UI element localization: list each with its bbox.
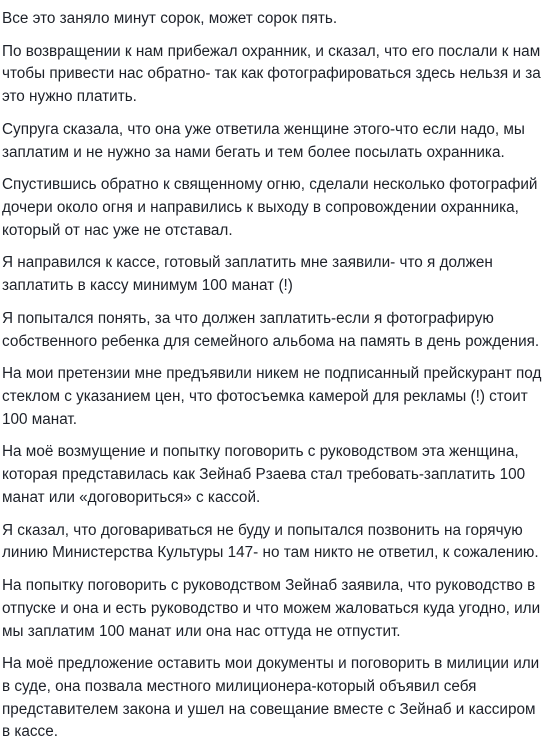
post-paragraph: По возвращении к нам прибежал охранник, и сказал, что его послали к нам чтобы привести нас обратно- так как фотографироваться здесь нельзя и за это нужно платить. [2,42,541,106]
post-paragraph: Супруга сказала, что она уже ответила женщине этого-что если надо, мы заплатим и не нужно за нами бегать и тем более посылать охранника. [2,120,525,161]
post-paragraph: Спустившись обратно к священному огню, сделали несколько фотографий дочери около огня и направились к выходу в сопровождении охранника, который от нас уже не отставал. [2,176,538,239]
post-paragraph: На мои претензии мне предъявили никем не подписанный прейскурант под стеклом с указанием цен, что фотосъемка камерой для рекламы (!) стоит 100 манат. [2,365,542,428]
post-paragraph: Все это заняло минут сорок, может сорок пять. [2,10,338,27]
post-paragraph: На попытку поговорить с руководством Зейнаб заявила, что руководство в отпуске и она и есть руководство и что можем жаловаться куда угодно, или мы заплатим 100 манат или она нас оттуда не отпустит. [2,576,541,640]
post-paragraph: Я попытался понять, за что должен заплатить-если я фотографирую собственного ребенка для семейного альбома на память в день рождения. [2,309,540,350]
post-body [2,0,542,754]
post-paragraph: На моё предложение оставить мои документы и поговорить в милиции или в суде, она позвала местного милиционера-который объявил себя представителем закона и ушел на совещание вместе с Зейнаб и кассиром в кассе. [2,655,540,741]
post-paragraph: Я направился к кассе, готовый заплатить мне заявили- что я должен заплатить в кассу минимум 100 манат (!) [2,254,493,295]
post-paragraph: На моё возмущение и попытку поговорить с руководством эта женщина, которая представилась как Зейнаб Рзаева стал требовать-заплатить 100 манат или «договориться» с кассой. [2,443,526,506]
post-paragraph: Я сказал, что договариваться не буду и попытался позвонить на горячую линию Министерства Культуры 147- но там никто не ответил, к сожалению. [2,521,539,562]
